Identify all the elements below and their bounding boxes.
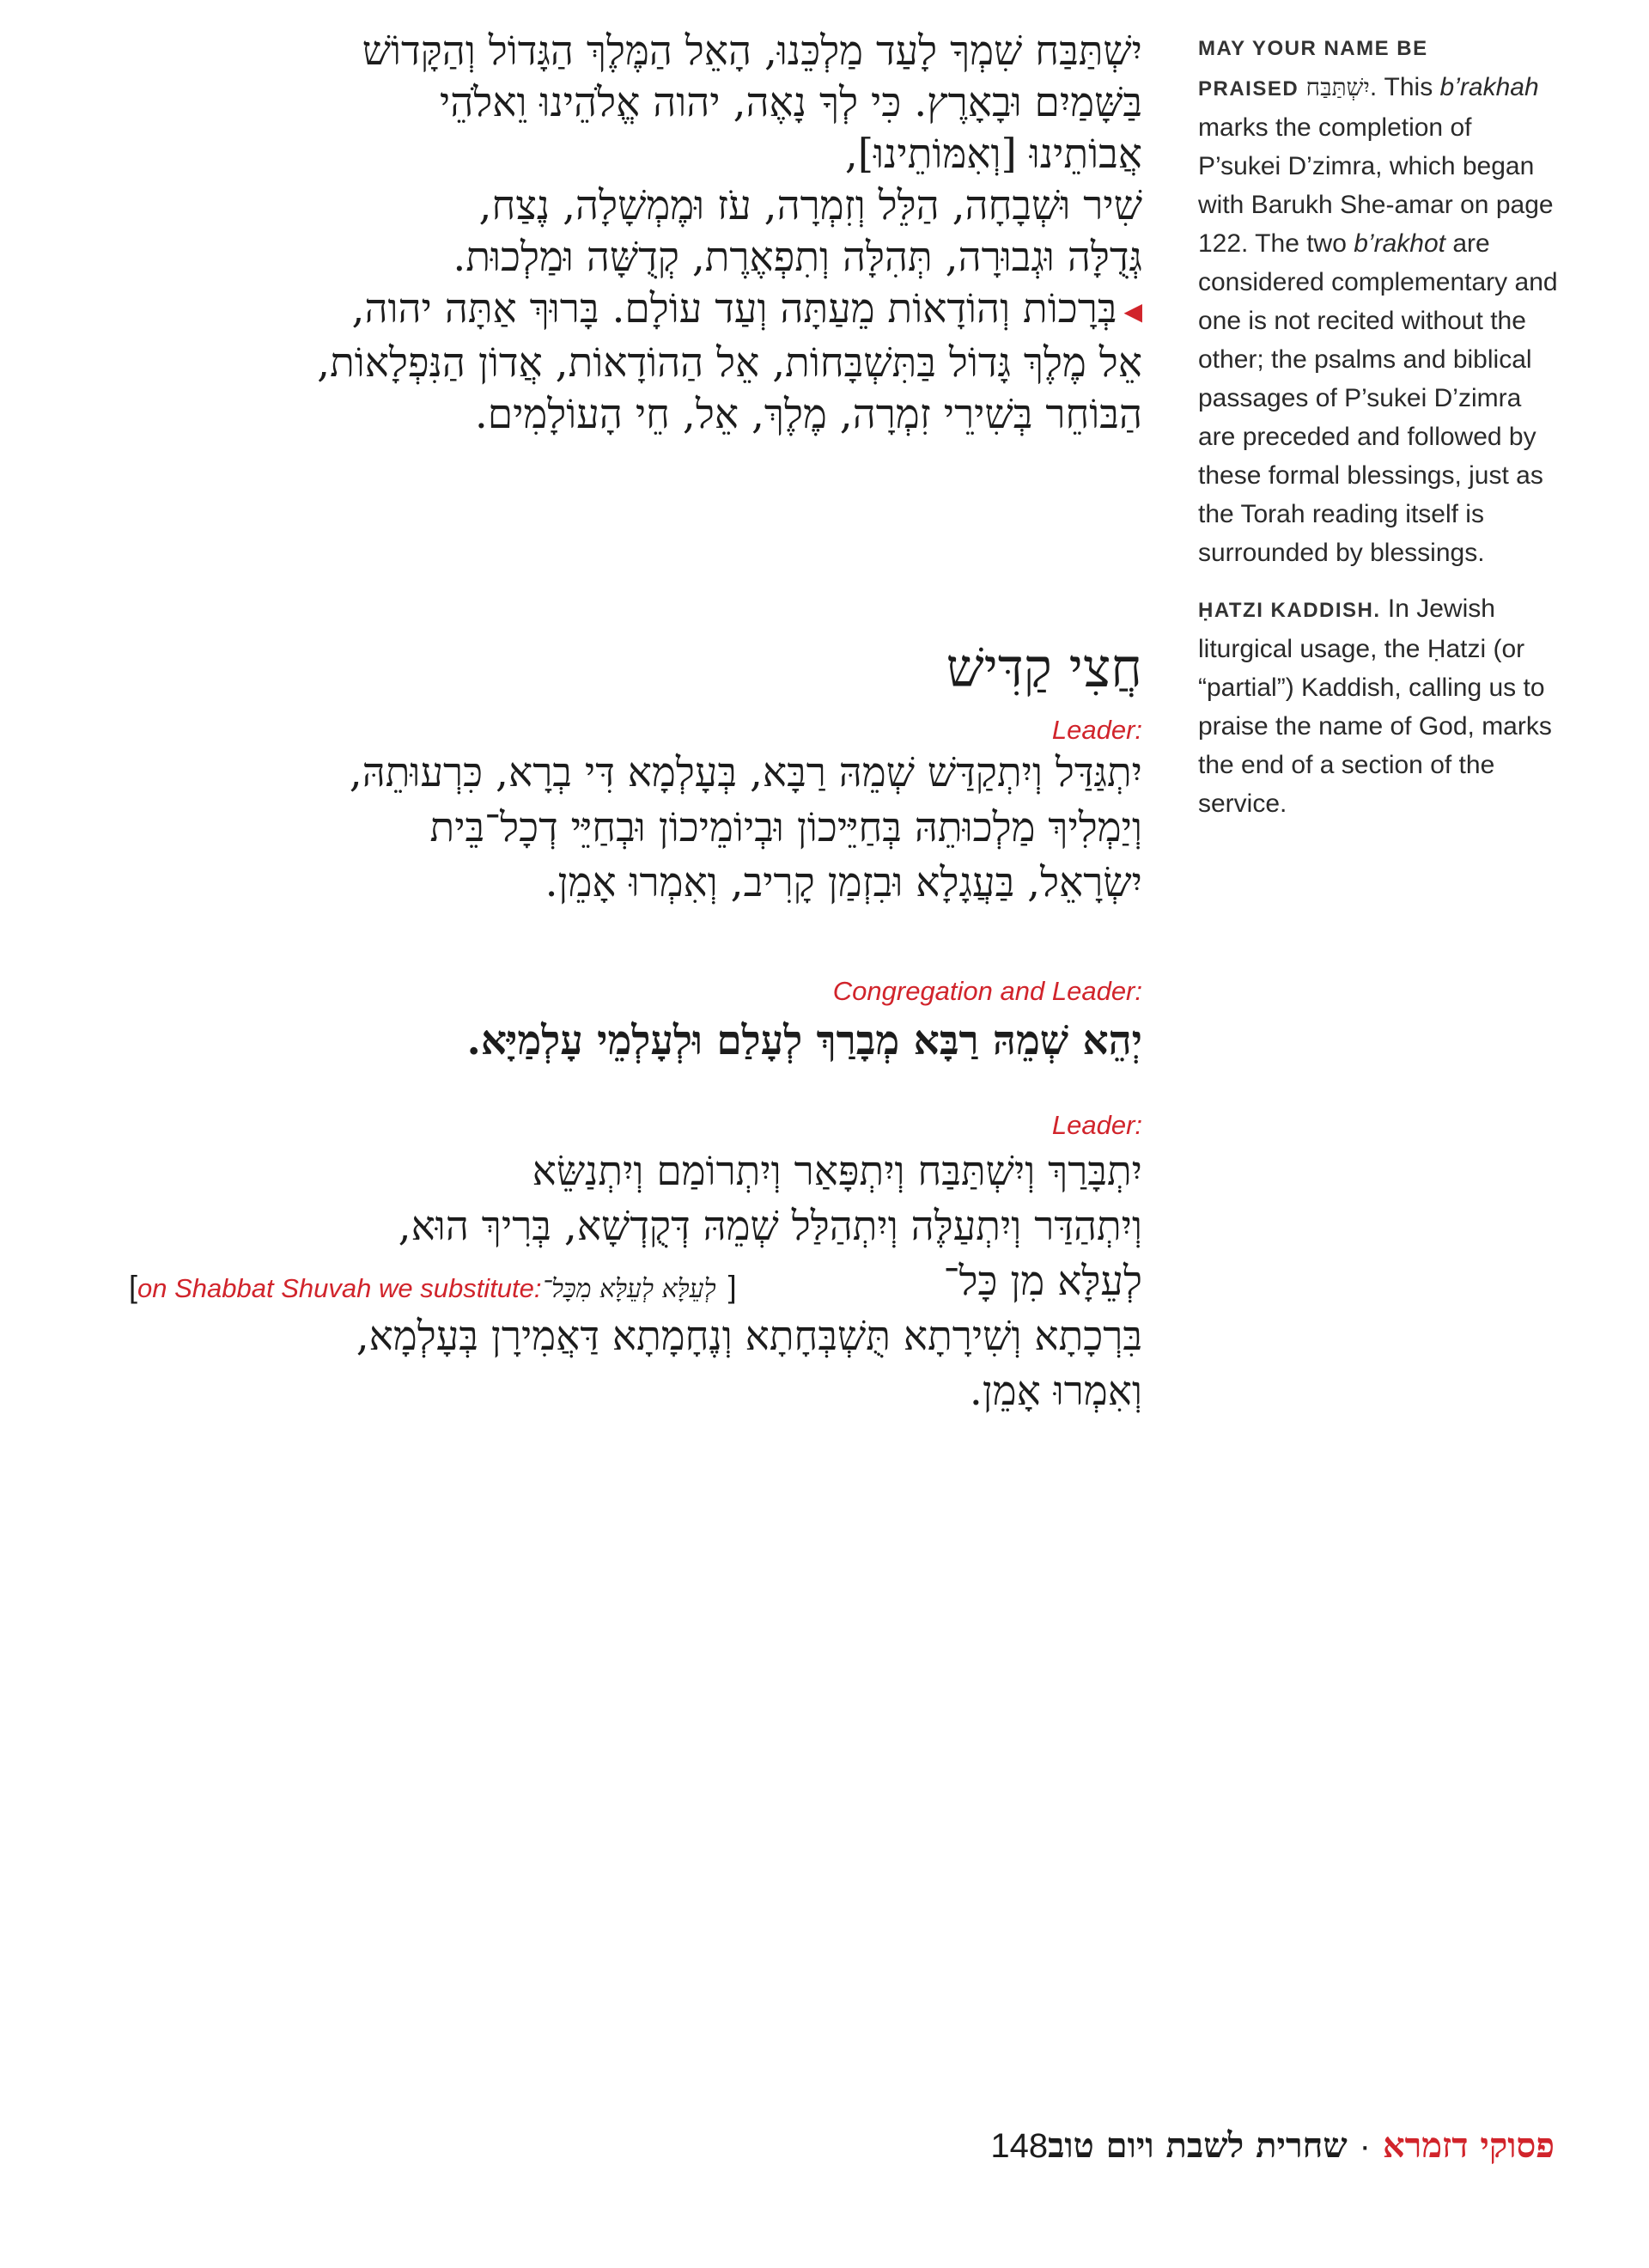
note-text: In Jewish liturgical usage, the Ḥatzi (or “partial”) Kaddish, calling us to praise the name of God, marks the end of a section of the service.: [1198, 594, 1552, 818]
commentary-sidebar: [1198, 27, 1559, 840]
page-footer: [975, 2122, 1555, 2170]
kaddish-leader-block-2: [129, 1144, 1142, 1419]
hebrew-line-with-substitution: [129, 1254, 1142, 1309]
hebrew-line: יִתְגַּדַּל וְיִתְקַדַּשׁ שְׁמֵהּ רַבָּא, בְּעָלְמָא דִּי בְרָא, כִּרְעוּתֵהּ,: [349, 749, 1142, 796]
note-text: marks the completion of P’sukei D’zimra, which began with Barukh She-amar on page 122. The two: [1198, 113, 1554, 258]
hebrew-line: יִשְׂרָאֵל, בַּעֲגָלָא וּבִזְמַן קָרִיב, וְאִמְרוּ אָמֵן.: [545, 859, 1142, 906]
note-term: b’rakhot: [1354, 229, 1445, 258]
note-heading: MAY YOUR NAME BE: [1198, 37, 1428, 60]
hebrew-line-with-marker: [129, 284, 1142, 338]
chazzan-marker-icon: ◀: [1123, 297, 1142, 326]
note-hebrew-term: יִשְׁתַּבַּח: [1305, 73, 1370, 101]
kaddish-leader-block-1: [129, 746, 1142, 911]
shabbat-shuvah-hebrew: לְעֵלָּא לְעֵלָּא מִכָּל־: [541, 1274, 716, 1304]
separator: ·: [1359, 2127, 1371, 2165]
leader-rubric: Leader:: [1051, 1110, 1142, 1140]
page-number: 148: [990, 2127, 1049, 2165]
hebrew-line: הַבּוֹחֵר בְּשִׁירֵי זִמְרָה, מֶלֶךְ, אֵל, חֵי הָעוֹלָמִים.: [474, 391, 1142, 438]
note-text: . This: [1369, 73, 1433, 101]
hebrew-line: וְיִתְהַדַּר וְיִתְעַלֶּה וְיִתְהַלַּל שְׁמֵהּ דְּקֻדְשָׁא, בְּרִיךְ הוּא,: [398, 1203, 1142, 1250]
yishtabah-block: [129, 26, 1142, 441]
hebrew-line-text: בְּרָכוֹת וְהוֹדָאוֹת מֵעַתָּה וְעַד עוֹלָם. בָּרוּךְ אַתָּה יהוה,: [351, 285, 1117, 332]
leader-rubric: Leader:: [1051, 715, 1142, 745]
hebrew-line: יְהֵא שְׁמֵהּ רַבָּא מְבָרַךְ לְעָלַם וּלְעָלְמֵי עָלְמַיָּא.: [466, 1017, 1142, 1064]
hebrew-line: וְיַמְלִיךְ מַלְכוּתֵהּ בְּחַיֵּיכוֹן וּבְיוֹמֵיכוֹן וּבְחַיֵּי דְכָל־בֵּית: [429, 804, 1142, 851]
note-text: are considered complementary and one is not recited without the other; the psalms and biblical passages of P’sukei D’zimra are preceded and followed by these formal blessings, just as the Torah reading itself is surrounded by blessings.: [1198, 229, 1558, 567]
hebrew-line: יִשְׁתַּבַּח שִׁמְךָ לָעַד מַלְכֵּנוּ, הָאֵל הַמֶּלֶךְ הַגָּדוֹל וְהַקָּדוֹשׁ: [362, 27, 1142, 75]
shabbat-shuvah-note: [129, 1259, 737, 1317]
commentary-note-hatzi-kaddish: [1198, 589, 1559, 823]
commentary-note-yishtabah: [1198, 27, 1559, 572]
note-heading: ḤATZI KADDISH.: [1198, 599, 1381, 622]
close-bracket: ]: [727, 1269, 737, 1304]
hebrew-line: גְּדֻלָּה וּגְבוּרָה, תְּהִלָּה וְתִפְאֶרֶת, קְדֻשָּׁה וּמַלְכוּת.: [453, 234, 1142, 281]
congregation-response: [129, 1014, 1142, 1069]
section-title: פסוקי דזמרא: [1383, 2125, 1555, 2166]
book-title: שחרית לשבת ויום טוב: [1048, 2125, 1348, 2166]
hebrew-line: שִׁיר וּשְׁבָחָה, הַלֵּל וְזִמְרָה, עֹז וּמֶמְשָׁלָה, נֶצַח,: [478, 182, 1142, 229]
hebrew-line: אֲבוֹתֵינוּ [וְאִמּוֹתֵינוּ],: [844, 131, 1142, 178]
hebrew-line: וְאִמְרוּ אָמֵן.: [969, 1368, 1142, 1415]
hebrew-line-text: לְעֵלָּא מִן כָּל־: [943, 1258, 1142, 1305]
open-bracket: [: [129, 1269, 138, 1304]
note-term: b’rakhah: [1439, 73, 1539, 101]
shabbat-shuvah-label: on Shabbat Shuvah we substitute:: [137, 1273, 542, 1303]
note-heading: PRAISED: [1198, 77, 1299, 101]
kaddish-title: חֲצִי קַדִּישׁ: [946, 637, 1142, 699]
hebrew-line: יִתְבָּרַךְ וְיִשְׁתַּבַּח וְיִתְפָּאַר וְיִתְרוֹמַם וְיִתְנַשֵּׂא: [532, 1148, 1142, 1195]
hebrew-line: אֵל מֶלֶךְ גָּדוֹל בַּתִּשְׁבָּחוֹת, אֵל הַהוֹדָאוֹת, אֲדוֹן הַנִּפְלָאוֹת,: [317, 339, 1142, 387]
congregation-rubric: Congregation and Leader:: [832, 976, 1142, 1006]
hebrew-line: בִּרְכָתָא וְשִׁירָתָא תֻּשְׁבְּחָתָא וְנֶחָמָתָא דַּאֲמִירָן בְּעָלְמָא,: [356, 1313, 1142, 1360]
hebrew-line: בַּשָּׁמַיִם וּבָאָרֶץ. כִּי לְךָ נָאֶה, יהוה אֱלֹהֵינוּ וֵאלֹהֵי: [439, 79, 1142, 126]
